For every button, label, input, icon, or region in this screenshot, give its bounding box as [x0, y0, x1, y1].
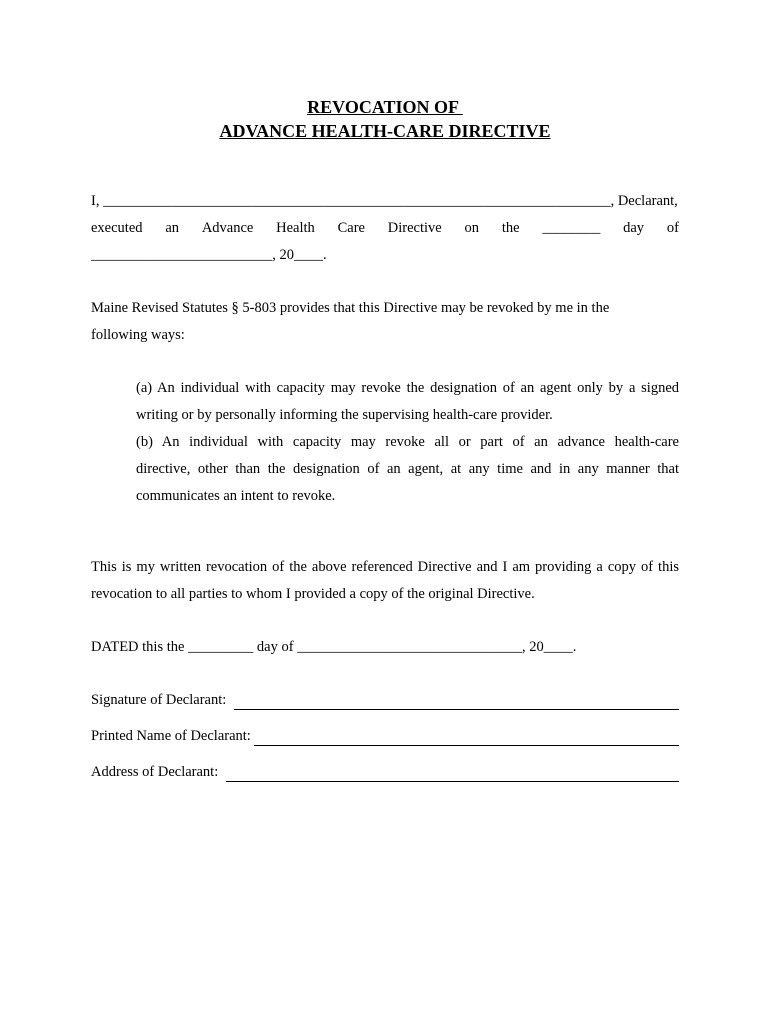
- revocation-line2: revocation to all parties to whom I provided a copy of the original Directive.: [91, 586, 535, 602]
- executed-word: executed: [91, 220, 143, 236]
- signature-row: [91, 690, 679, 710]
- signature-field[interactable]: [234, 694, 679, 710]
- executed-line: [91, 215, 679, 242]
- document-title-line1: REVOCATION OF: [307, 97, 463, 117]
- statute-line2: following ways:: [91, 327, 185, 343]
- executed-day-blank: ________: [542, 220, 601, 236]
- declarant-line: I, ______________________________________________________________________, Declarant,: [91, 193, 678, 209]
- printed-name-row: [91, 726, 679, 746]
- executed-word: an: [165, 220, 180, 236]
- item-a-line1: (a) An individual with capacity may revoke the designation of an agent only by a signed: [136, 380, 679, 396]
- address-row: [91, 762, 679, 782]
- dated-line: DATED this the _________ day of _______________________________, 20____.: [91, 639, 577, 655]
- printed-name-field[interactable]: [254, 730, 679, 746]
- item-b-line1: (b) An individual with capacity may revoke all or part of an advance health-care: [136, 434, 679, 450]
- item-b-line3: communicates an intent to revoke.: [136, 488, 336, 504]
- executed-word: the: [501, 220, 520, 236]
- date-line: _________________________, 20____.: [91, 247, 327, 263]
- item-b-line2: directive, other than the designation of an agent, at any time and in any manner that: [136, 461, 679, 477]
- document-title-line2: ADVANCE HEALTH-CARE DIRECTIVE: [219, 121, 551, 141]
- executed-word: Directive: [387, 220, 442, 236]
- executed-word: Health: [276, 220, 315, 236]
- printed-name-label: Printed Name of Declarant:: [91, 728, 251, 744]
- revocation-line1: This is my written revocation of the above referenced Directive and I am providing a copy of this: [91, 559, 679, 575]
- item-a-line2: writing or by personally informing the supervising health-care provider.: [136, 407, 553, 423]
- executed-word: Advance: [201, 220, 254, 236]
- statute-line1: Maine Revised Statutes § 5-803 provides that this Directive may be revoked by me in the: [91, 300, 610, 316]
- signature-label: Signature of Declarant:: [91, 692, 227, 708]
- executed-word: on: [464, 220, 480, 236]
- address-label: Address of Declarant:: [91, 764, 219, 780]
- executed-word: day: [623, 220, 645, 236]
- address-field[interactable]: [226, 766, 679, 782]
- executed-word: Care: [337, 220, 365, 236]
- executed-word: of: [666, 220, 679, 236]
